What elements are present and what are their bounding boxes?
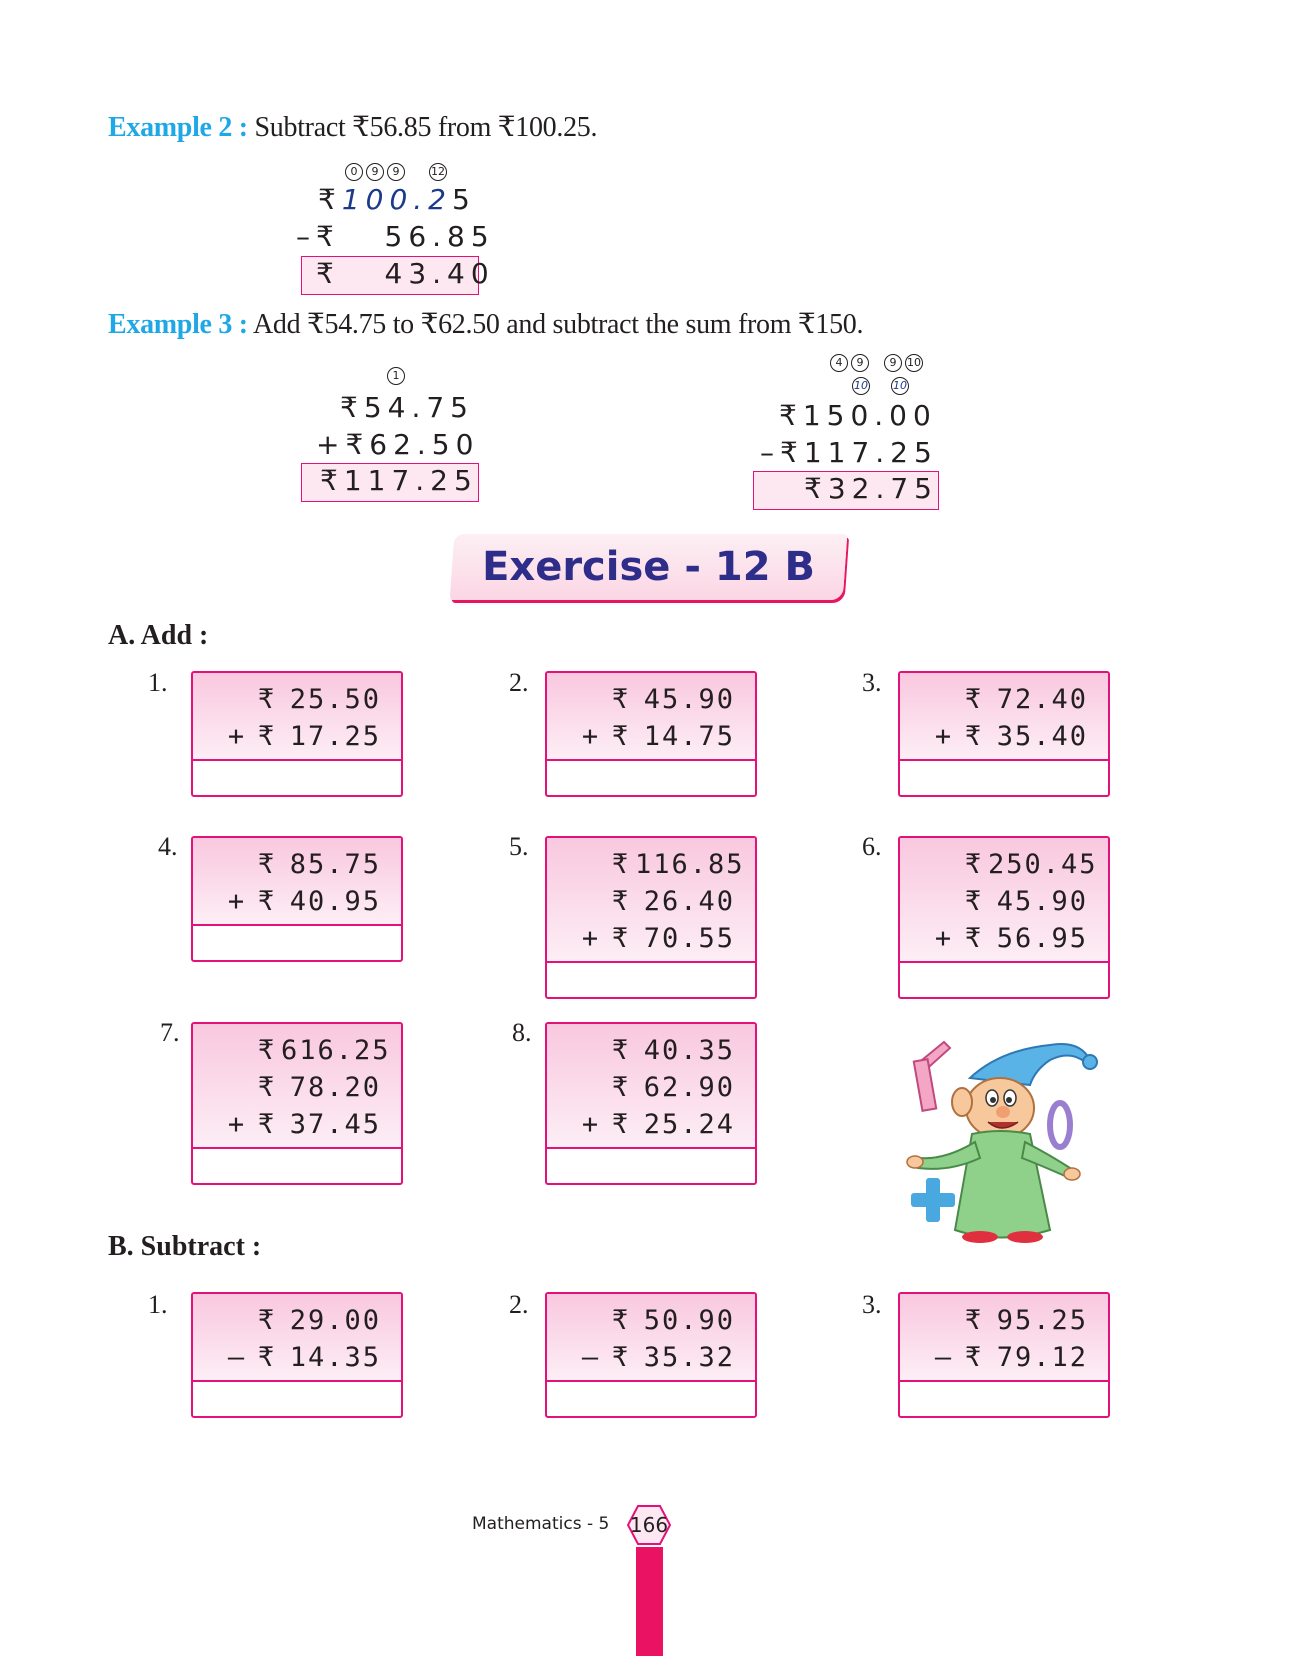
- addend-row: + ₹ 40.95: [227, 886, 381, 917]
- section-b-title: B. Subtract :: [108, 1231, 262, 1262]
- answer-space[interactable]: [193, 926, 401, 960]
- addend-row: + ₹ 17.25: [227, 721, 381, 752]
- addend-row: ₹ 26.40: [611, 886, 735, 917]
- addend-row: ₹ 25.50: [257, 684, 381, 715]
- subtract-question-2: [545, 1292, 757, 1418]
- rupee-sign: ₹: [318, 183, 342, 216]
- add-question-8: [545, 1022, 757, 1185]
- example-2-answer-box: [301, 256, 495, 295]
- answer-space[interactable]: [900, 1382, 1108, 1416]
- addend-row: + ₹ 70.55: [581, 923, 735, 954]
- carry-digit: 12: [429, 163, 447, 181]
- answer-space[interactable]: [900, 761, 1108, 795]
- cartoon-boy-illustration: [900, 1030, 1100, 1270]
- answer-space[interactable]: [193, 761, 401, 795]
- add-question-1: [191, 671, 403, 797]
- carry-digit: 4: [830, 354, 848, 372]
- remaining-digits: 5: [452, 183, 476, 216]
- exercise-title: Exercise - 12 B: [482, 544, 815, 590]
- carry-digit: 9: [366, 163, 384, 181]
- example-2-label: Example 2 :: [108, 112, 248, 143]
- struck-carry: 10: [852, 377, 870, 395]
- example-3-add-result: ₹117.25: [320, 464, 478, 497]
- question-number: 5.: [509, 832, 529, 861]
- example-2-line-1: [318, 183, 476, 216]
- addend-row: ₹ 78.20: [257, 1072, 381, 1103]
- add-question-2: [545, 671, 757, 797]
- answer-space[interactable]: [193, 1382, 401, 1416]
- example-3-sub-carries-top: [830, 354, 926, 372]
- letter-o-icon: [1050, 1103, 1070, 1147]
- plus-icon: [911, 1178, 955, 1222]
- example-2-carries: [345, 163, 450, 181]
- question-number: 3.: [862, 668, 882, 697]
- example-3-add-line-2: +₹62.50: [316, 428, 480, 461]
- question-number: 3.: [862, 1290, 882, 1319]
- addend-row: ₹ 72.40: [964, 684, 1088, 715]
- add-question-3: [898, 671, 1110, 797]
- question-number: 2.: [509, 668, 529, 697]
- answer-space[interactable]: [547, 761, 755, 795]
- add-question-6: [898, 836, 1110, 999]
- operand-row: – ₹ 14.35: [227, 1342, 381, 1373]
- example-3-add-answer-box: [301, 463, 479, 502]
- book-title: Mathematics - 5: [472, 1514, 610, 1534]
- example-3-add-line-1: ₹54.75: [340, 391, 474, 424]
- example-3-sub-line-1: ₹150.00: [779, 399, 937, 432]
- question-number: 7.: [160, 1018, 180, 1047]
- addend-row: + ₹ 37.45: [227, 1109, 381, 1140]
- example-3-sub-carries-struck: [852, 377, 912, 395]
- addend-row: ₹ 45.90: [611, 684, 735, 715]
- question-number: 1.: [148, 1290, 168, 1319]
- addend-row: ₹ 616.25: [257, 1035, 391, 1066]
- carry-digit: 0: [345, 163, 363, 181]
- addend-row: ₹ 62.90: [611, 1072, 735, 1103]
- example-3-label: Example 3 :: [108, 309, 248, 340]
- subtract-question-3: [898, 1292, 1110, 1418]
- example-3-heading: [108, 307, 863, 341]
- answer-space[interactable]: [193, 1149, 401, 1183]
- letter-i-icon: [914, 1042, 950, 1111]
- addend-row: + ₹ 25.24: [581, 1109, 735, 1140]
- carry-digit: 9: [884, 354, 902, 372]
- struck-digits: 100.2: [341, 183, 452, 216]
- operand-row: ₹ 29.00: [257, 1305, 381, 1336]
- question-number: 1.: [148, 668, 168, 697]
- addend-row: ₹ 85.75: [257, 849, 381, 880]
- answer-space[interactable]: [900, 963, 1108, 997]
- addend-row: ₹ 40.35: [611, 1035, 735, 1066]
- operand-row: – ₹ 35.32: [581, 1342, 735, 1373]
- example-2-heading: [108, 110, 597, 144]
- question-number: 4.: [158, 832, 178, 861]
- addend-row: + ₹ 14.75: [581, 721, 735, 752]
- add-question-4: [191, 836, 403, 962]
- answer-space[interactable]: [547, 1382, 755, 1416]
- struck-carry: 10: [891, 377, 909, 395]
- carry-digit: 10: [905, 354, 923, 372]
- carry-digit: 9: [387, 163, 405, 181]
- addend-row: + ₹ 35.40: [934, 721, 1088, 752]
- example-3-sub-result: ₹32.75: [804, 472, 938, 505]
- example-3-text: Add ₹54.75 to ₹62.50 and subtract the sum from ₹150.: [252, 309, 864, 340]
- answer-space[interactable]: [547, 963, 755, 997]
- question-number: 2.: [509, 1290, 529, 1319]
- example-2-result: ₹ 43.40: [316, 257, 495, 290]
- question-number: 8.: [512, 1018, 532, 1047]
- page-number: 166: [629, 1513, 669, 1537]
- page-tab-bar: [636, 1547, 663, 1656]
- answer-space[interactable]: [547, 1149, 755, 1183]
- example-2-line-2: –₹ 56.85: [296, 220, 495, 253]
- subtract-question-1: [191, 1292, 403, 1418]
- addend-row: + ₹ 56.95: [934, 923, 1088, 954]
- carry-digit: 1: [387, 367, 405, 385]
- addend-row: ₹ 250.45: [964, 849, 1098, 880]
- addend-row: ₹ 45.90: [964, 886, 1088, 917]
- example-3-sub-answer-box: [753, 471, 939, 510]
- example-2-text: Subtract ₹56.85 from ₹100.25.: [254, 112, 598, 143]
- carry-digit: 9: [851, 354, 869, 372]
- section-a-title: A. Add :: [108, 620, 209, 651]
- addend-row: ₹ 116.85: [611, 849, 745, 880]
- add-question-5: [545, 836, 757, 999]
- operand-row: ₹ 50.90: [611, 1305, 735, 1336]
- example-3-add-carry: [387, 367, 408, 385]
- add-question-7: [191, 1022, 403, 1185]
- question-number: 6.: [862, 832, 882, 861]
- operand-row: ₹ 95.25: [964, 1305, 1088, 1336]
- operand-row: – ₹ 79.12: [934, 1342, 1088, 1373]
- example-3-sub-line-2: –₹117.25: [760, 436, 938, 469]
